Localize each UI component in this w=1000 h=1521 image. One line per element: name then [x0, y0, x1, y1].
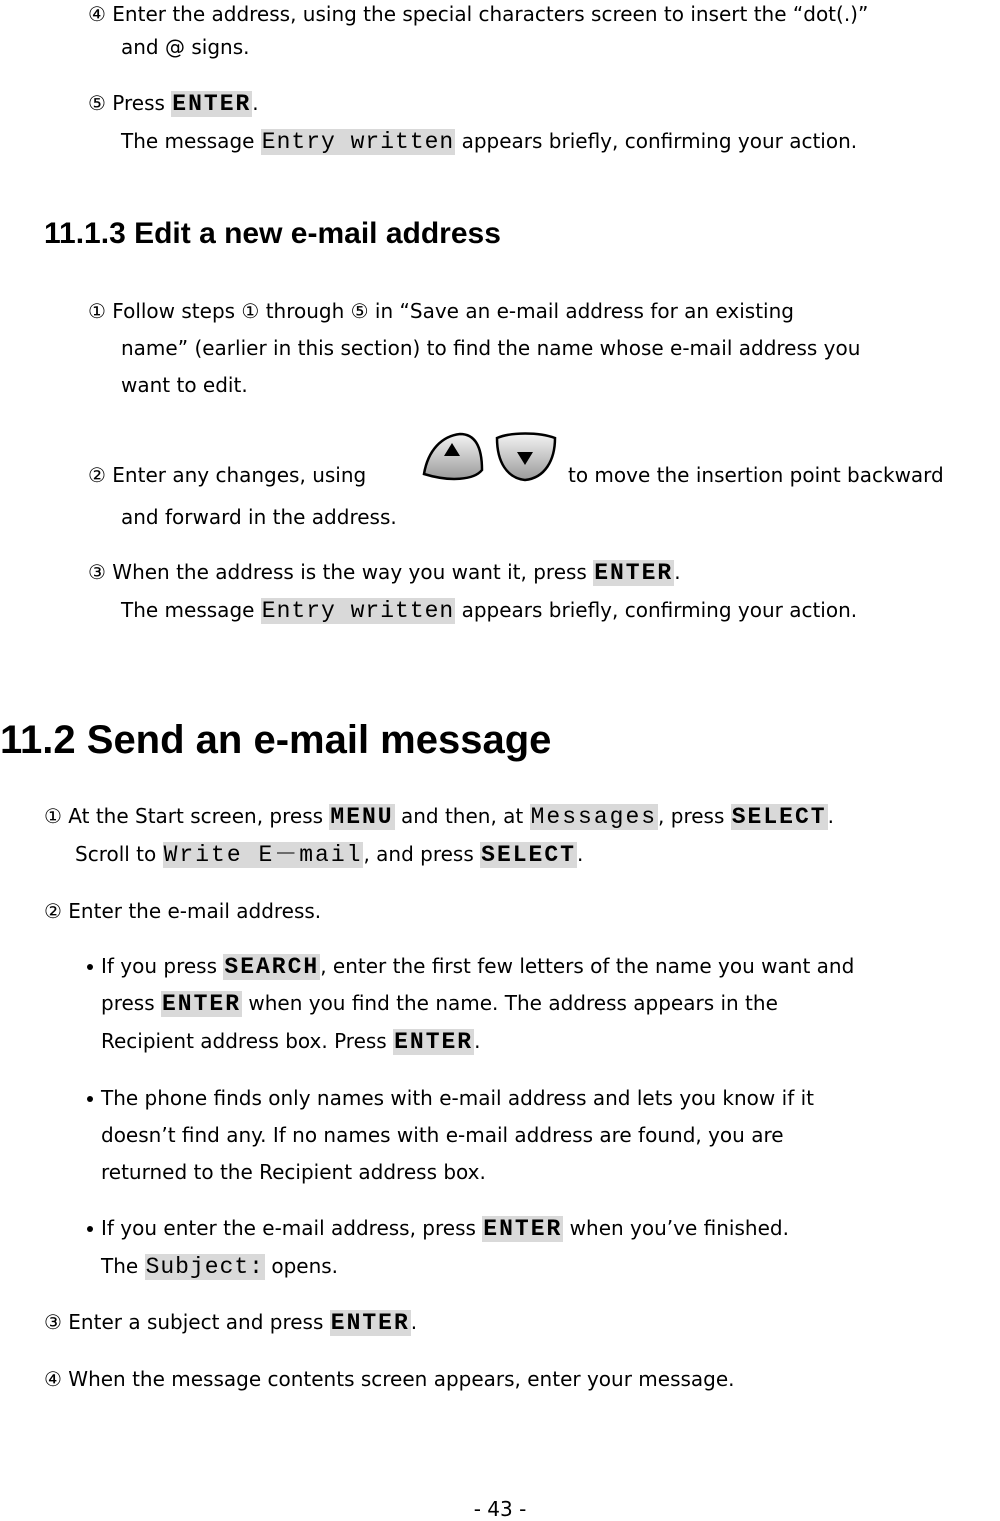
bullet1-line1 [101, 952, 854, 981]
text: opens. [264, 1254, 339, 1278]
select-key-label: SELECT [481, 842, 576, 868]
step4-line1: ④ Enter the address, using the special characters screen to insert the “dot(.)” [88, 2, 869, 26]
text: press [101, 991, 161, 1015]
bullet-icon [87, 1096, 93, 1102]
send-step1-line2 [75, 840, 583, 869]
write-email-label: Write E－mail [163, 842, 363, 868]
text: , press [658, 804, 731, 828]
bullet-icon [87, 964, 93, 970]
enter-key-label: ENTER [394, 1029, 474, 1055]
edit-step1-line3: want to edit. [121, 373, 248, 397]
step5-text: ⑤ Press [88, 91, 172, 115]
message-text: The message [121, 129, 261, 153]
text: ③ Enter a subject and press [44, 1310, 330, 1334]
edit-step2-post: to move the insertion point backward [568, 463, 944, 487]
text: ① At the Start screen, press [44, 804, 330, 828]
message-text-end: appears briefly, confirming your action. [455, 129, 858, 153]
bullet-icon [87, 1226, 93, 1232]
text: . [827, 804, 834, 828]
edit-step3-message [121, 596, 857, 625]
bullet1-line3 [101, 1027, 480, 1056]
enter-key-label: ENTER [594, 560, 674, 586]
down-arrow-key-icon [493, 430, 559, 484]
send-step3 [44, 1308, 417, 1337]
search-key-label: SEARCH [224, 954, 320, 980]
text: when you find the name. The address appears in the [242, 991, 778, 1015]
page-number: - 43 - [473, 1497, 527, 1521]
edit-step1-line1: ① Follow steps ① through ⑤ in “Save an e-mail address for an existing [88, 299, 794, 323]
entry-written-label: Entry written [261, 129, 455, 155]
send-step4: ④ When the message contents screen appears, enter your message. [44, 1367, 735, 1391]
enter-key-label: ENTER [330, 1310, 410, 1336]
edit-step2-line2: and forward in the address. [121, 505, 397, 529]
menu-key-label: MENU [330, 804, 394, 830]
messages-label: Messages [530, 804, 658, 830]
step5-message [121, 127, 857, 156]
text: Recipient address box. Press [101, 1029, 394, 1053]
bullet2-line1: The phone finds only names with e-mail address and lets you know if it [101, 1086, 814, 1110]
text: . [474, 1029, 481, 1053]
text: , and press [363, 842, 481, 866]
text: , enter the first few letters of the name you want and [320, 954, 855, 978]
edit-step2-pre: ② Enter any changes, using [88, 463, 367, 487]
text: The [101, 1254, 145, 1278]
send-step1-line1 [44, 802, 834, 831]
select-key-label: SELECT [731, 804, 827, 830]
text: . [410, 1310, 418, 1334]
entry-written-label: Entry written [261, 598, 455, 624]
enter-key-label: ENTER [483, 1216, 563, 1242]
text: If you press [101, 954, 224, 978]
message-text-end: appears briefly, confirming your action. [455, 598, 858, 622]
text: and then, at [394, 804, 530, 828]
text: Scroll to [75, 842, 163, 866]
edit-step3-text: ③ When the address is the way you want it, press [88, 560, 594, 584]
enter-key-label: ENTER [172, 91, 252, 117]
edit-step3-punct: . [674, 560, 681, 584]
enter-key-label: ENTER [161, 991, 241, 1017]
bullet1-line2 [101, 989, 778, 1018]
bullet3-line2 [101, 1252, 338, 1281]
step5-line [88, 89, 259, 118]
text: . [576, 842, 584, 866]
step5-punct: . [252, 91, 259, 115]
bullet3-line1 [101, 1214, 789, 1243]
bullet2-line2: doesn’t find any. If no names with e-mail address are found, you are [101, 1123, 784, 1147]
text: If you enter the e-mail address, press [101, 1216, 483, 1240]
text: when you’ve finished. [563, 1216, 789, 1240]
message-text: The message [121, 598, 261, 622]
section-heading-edit: 11.1.3 Edit a new e-mail address [44, 217, 501, 250]
subject-label: Subject: [145, 1254, 264, 1280]
section-heading-send: 11.2 Send an e-mail message [0, 718, 552, 762]
edit-step3 [88, 558, 681, 587]
send-step2: ② Enter the e-mail address. [44, 899, 322, 923]
edit-step1-line2: name” (earlier in this section) to find the name whose e-mail address you [121, 336, 861, 360]
up-arrow-key-icon [420, 430, 486, 484]
bullet2-line3: returned to the Recipient address box. [101, 1160, 486, 1184]
step4-line2: and @ signs. [121, 35, 250, 59]
